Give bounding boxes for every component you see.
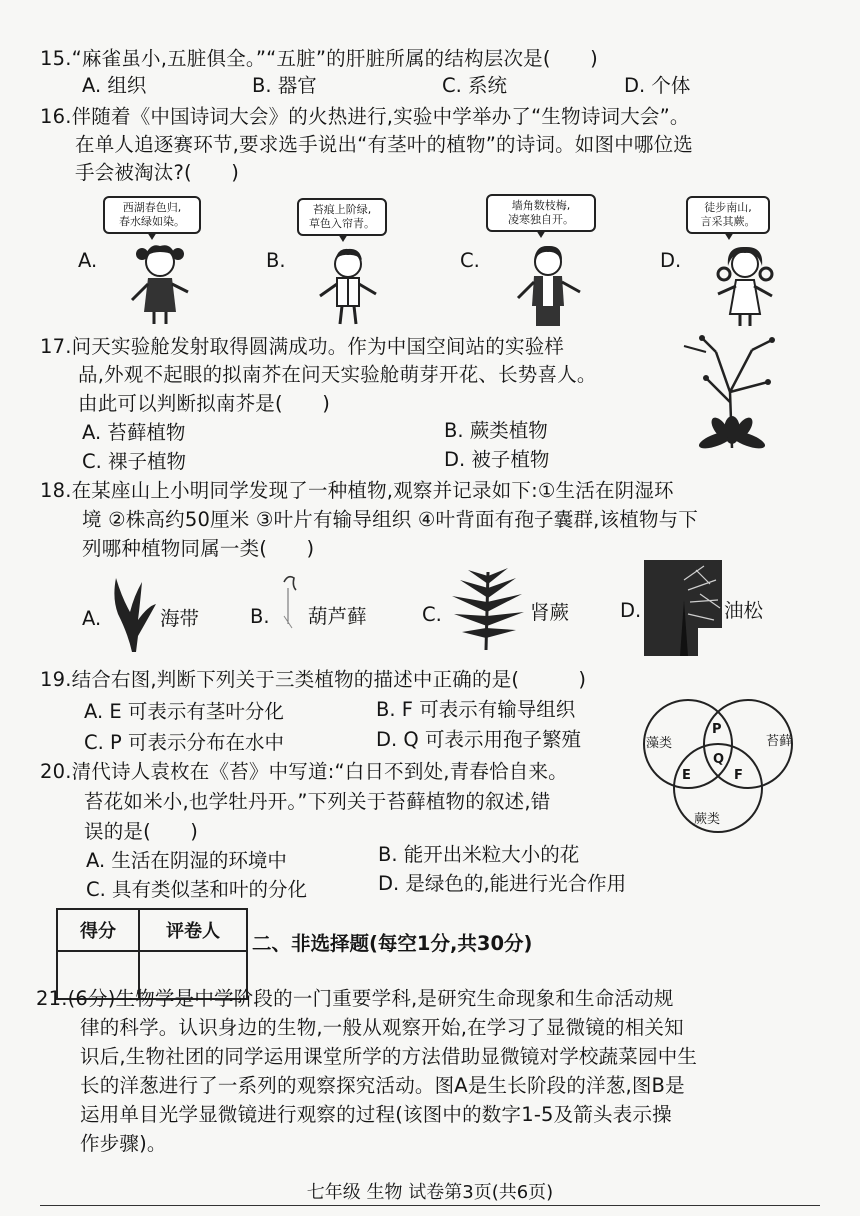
q21-line-3: 识后,生物社团的同学运用课堂所学的方法借助显微镜对学校蔬菜园中生 (80, 1045, 698, 1068)
q17-stem-line-3: 由此可以判断拟南芥是( ) (78, 392, 331, 415)
q16-option-a-speech-bubble: 西湖春色归, 春水绿如染。 (103, 196, 201, 234)
q19-option-d: D. Q 可表示用孢子繁殖 (376, 728, 581, 751)
score-header: 得分 (57, 909, 139, 951)
q18-option-c-name: 肾蕨 (530, 601, 570, 624)
q18-stem-line-2: 境 ②株高约50厘米 ③叶片有输导组织 ④叶背面有孢子囊群,该植物与下 (82, 508, 699, 531)
q19-stem: 19.结合右图,判断下列关于三类植物的描述中正确的是( ) (40, 668, 587, 691)
moss-image (278, 572, 304, 642)
q16-option-b-letter: B. (266, 249, 286, 272)
venn-label-fern: 蕨类 (694, 812, 721, 827)
q20-stem-line-2: 苔花如米小,也学牡丹开。”下列关于苔藓植物的叙述,错 (84, 790, 551, 813)
q17-option-c: C. 裸子植物 (82, 450, 187, 473)
q16-girl-d-figure (708, 242, 782, 328)
q20-option-b: B. 能开出米粒大小的花 (378, 843, 580, 866)
fern-image (446, 566, 528, 652)
q20-option-c: C. 具有类似茎和叶的分化 (86, 878, 308, 901)
page-footer: 七年级 生物 试卷第3页(共6页) (306, 1182, 554, 1203)
q17-stem-line-2: 品,外观不起眼的拟南芥在问天实验舱萌芽开花、长势喜人。 (78, 363, 597, 386)
q21-line-6: 作步骤)。 (80, 1132, 167, 1155)
q16-stem-line-3: 手会被淘汰?( ) (75, 161, 240, 184)
venn-region-e: E (682, 768, 691, 783)
q18-option-b-letter: B. (250, 605, 270, 628)
q15-option-a: A. 组织 (82, 74, 147, 97)
q15-option-b: B. 器官 (252, 74, 317, 97)
pine-tree-image (644, 560, 722, 656)
q16-option-d-letter: D. (660, 249, 682, 272)
q19-option-a: A. E 可表示有茎叶分化 (84, 700, 284, 723)
q16-boy-b-figure (312, 244, 384, 326)
q18-option-c-letter: C. (422, 603, 442, 626)
section-2-title: 二、非选择题(每空1分,共30分) (252, 932, 533, 955)
q17-stem-line-1: 17.问天实验舱发射取得圆满成功。作为中国空间站的实验样 (40, 335, 565, 358)
q15-option-c: C. 系统 (442, 74, 508, 97)
q16-stem-line-1: 16.伴随着《中国诗词大会》的火热进行,实验中学举办了“生物诗词大会”。 (40, 105, 690, 128)
q20-option-d: D. 是绿色的,能进行光合作用 (378, 872, 627, 895)
q20-stem-line-3: 误的是( ) (84, 820, 199, 843)
q18-option-a-name: 海带 (160, 607, 200, 630)
arabidopsis-plant-image (676, 332, 788, 450)
q15-option-d: D. 个体 (624, 74, 691, 97)
q21-line-1: 21.(6分)生物学是中学阶段的一门重要学科,是研究生命现象和生命活动规 (36, 987, 674, 1010)
q16-option-a-letter: A. (78, 249, 98, 272)
q18-option-d-letter: D. (620, 599, 642, 622)
q20-option-a: A. 生活在阴湿的环境中 (86, 849, 287, 872)
q18-option-a-letter: A. (82, 607, 102, 630)
venn-region-f: F (734, 768, 743, 783)
q19-option-c: C. P 可表示分布在水中 (84, 731, 284, 754)
q16-option-d-speech-bubble: 徒步南山, 言采其蕨。 (686, 196, 770, 234)
grader-header: 评卷人 (139, 909, 247, 951)
footer-divider (40, 1205, 820, 1206)
q16-option-b-speech-bubble: 苔痕上阶绿, 草色入帘青。 (297, 198, 387, 236)
q17-option-b: B. 蕨类植物 (444, 419, 548, 442)
kelp-image (108, 574, 160, 654)
q18-stem-line-3: 列哪种植物同属一类( ) (82, 537, 315, 560)
q16-boy-c-figure (512, 242, 586, 328)
venn-label-algae: 藻类 (646, 736, 673, 751)
q19-option-b: B. F 可表示有输导组织 (376, 698, 576, 721)
q16-option-c-speech-bubble: 墙角数枝梅, 凌寒独自开。 (486, 194, 596, 232)
q18-option-d-name: 油松 (724, 599, 764, 622)
q17-option-a: A. 苔藓植物 (82, 421, 186, 444)
venn-region-p: P (712, 722, 722, 737)
q21-line-5: 运用单目光学显微镜进行观察的过程(该图中的数字1-5及箭头表示操 (80, 1103, 672, 1126)
q17-option-d: D. 被子植物 (444, 448, 550, 471)
q15-stem: 15.“麻雀虽小,五脏俱全。”“五脏”的肝脏所属的结构层次是( ) (40, 47, 598, 70)
q16-girl-a-figure (120, 240, 200, 326)
venn-region-q: Q (713, 752, 725, 767)
q21-line-2: 律的科学。认识身边的生物,一般从观察开始,在学习了显微镜的相关知 (80, 1016, 684, 1039)
q20-stem-line-1: 20.清代诗人袁枚在《苔》中写道:“白日不到处,青春恰自来。 (40, 760, 568, 783)
q18-option-b-name: 葫芦藓 (308, 605, 367, 628)
q18-stem-line-1: 18.在某座山上小明同学发现了一种植物,观察并记录如下:①生活在阴湿环 (40, 479, 674, 502)
q16-stem-line-2: 在单人追逐赛环节,要求选手说出“有茎叶的植物”的诗词。如图中哪位选 (75, 133, 694, 156)
q21-line-4: 长的洋葱进行了一系列的观察探究活动。图A是生长阶段的洋葱,图B是 (80, 1074, 685, 1097)
venn-label-moss: 苔藓 (766, 734, 793, 749)
q16-option-c-letter: C. (460, 249, 480, 272)
